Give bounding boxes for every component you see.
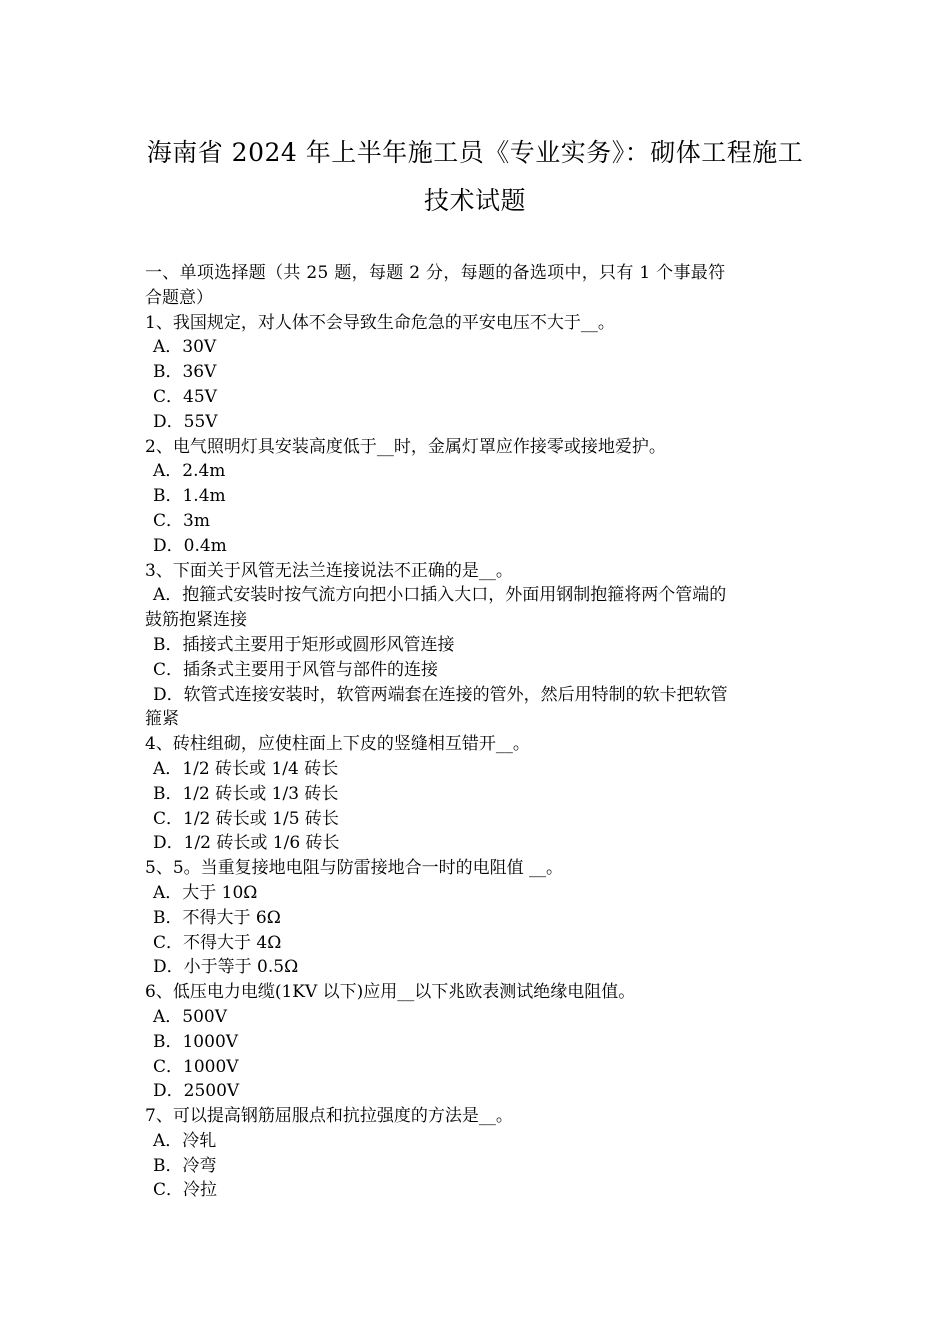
question-6-option-d: D．2500V: [153, 1081, 240, 1102]
question-2-option-d: D．0.4m: [153, 535, 227, 556]
question-1-option-b: B．36V: [153, 362, 217, 383]
question-2-stem: 2、电气照明灯具安装高度低于__时，金属灯罩应作接零或接地爱护。: [145, 436, 666, 457]
question-1-stem: 1、我国规定，对人体不会导致生命危急的平安电压不大于__。: [145, 312, 615, 333]
question-1-option-a: A．30V: [153, 337, 217, 358]
question-7-stem: 7、可以提高钢筋屈服点和抗拉强度的方法是__。: [145, 1106, 513, 1127]
question-7-option-c: C．冷拉: [153, 1180, 218, 1201]
question-5-option-c: C．不得大于 4Ω: [153, 932, 282, 953]
section-heading-continued: 合题意）: [145, 287, 213, 308]
question-7-option-a: A．冷轧: [153, 1130, 217, 1151]
document-body: [145, 261, 810, 1203]
question-2-option-b: B．1.4m: [153, 486, 226, 507]
question-4-option-b: B．1/2 砖长或 1/3 砖长: [153, 783, 339, 804]
question-4-option-d: D．1/2 砖长或 1/6 砖长: [153, 833, 340, 854]
document-title-line-1: 海南省 2024 年上半年施工员《专业实务》：砌体工程施工: [146, 138, 804, 167]
question-5-option-a: A．大于 10Ω: [153, 882, 258, 903]
question-1-option-c: C．45V: [153, 386, 217, 407]
question-7-option-b: B．冷弯: [153, 1155, 217, 1176]
question-3-option-c: C．插条式主要用于风管与部件的连接: [153, 659, 439, 680]
question-5-option-b: B．不得大于 6Ω: [153, 907, 281, 928]
question-3-option-a: A．抱箍式安装时按气流方向把小口插入大口，外面用钢制抱箍将两个管端的: [153, 585, 727, 606]
question-2-option-c: C．3m: [153, 510, 210, 531]
question-2-option-a: A．2.4m: [153, 461, 226, 482]
document-title-line-2: 技术试题: [423, 186, 526, 215]
question-5-option-d: D．小于等于 0.5Ω: [153, 957, 299, 978]
question-3-stem: 3、下面关于风管无法兰连接说法不正确的是__。: [145, 560, 513, 581]
question-6-stem: 6、低压电力电缆(1KV 以下)应用__以下兆欧表测试绝缘电阻值。: [145, 982, 636, 1003]
question-3-option-b: B．插接式主要用于矩形或圆形风管连接: [153, 634, 455, 655]
question-6-option-b: B．1000V: [153, 1031, 239, 1052]
question-6-option-a: A．500V: [153, 1006, 228, 1027]
question-3-option-d-continued: 箍紧: [145, 709, 179, 730]
question-4-stem: 4、砖柱组砌，应使柱面上下皮的竖缝相互错开__。: [145, 734, 530, 755]
question-4-option-c: C．1/2 砖长或 1/5 砖长: [153, 808, 339, 829]
question-4-option-a: A．1/2 砖长或 1/4 砖长: [153, 758, 339, 779]
question-6-option-c: C．1000V: [153, 1056, 239, 1077]
question-1-option-d: D．55V: [153, 411, 218, 432]
question-5-stem: 5、5。当重复接地电阻与防雷接地合一时的电阻值 __。: [145, 858, 564, 879]
section-heading: 一、单项选择题（共 25 题，每题 2 分，每题的备选项中，只有 1 个事最符: [145, 263, 726, 283]
question-3-option-d: D．软管式连接安装时，软管两端套在连接的管外，然后用特制的软卡把软管: [153, 684, 728, 705]
question-3-option-a-continued: 鼓筋抱紧连接: [145, 610, 247, 631]
